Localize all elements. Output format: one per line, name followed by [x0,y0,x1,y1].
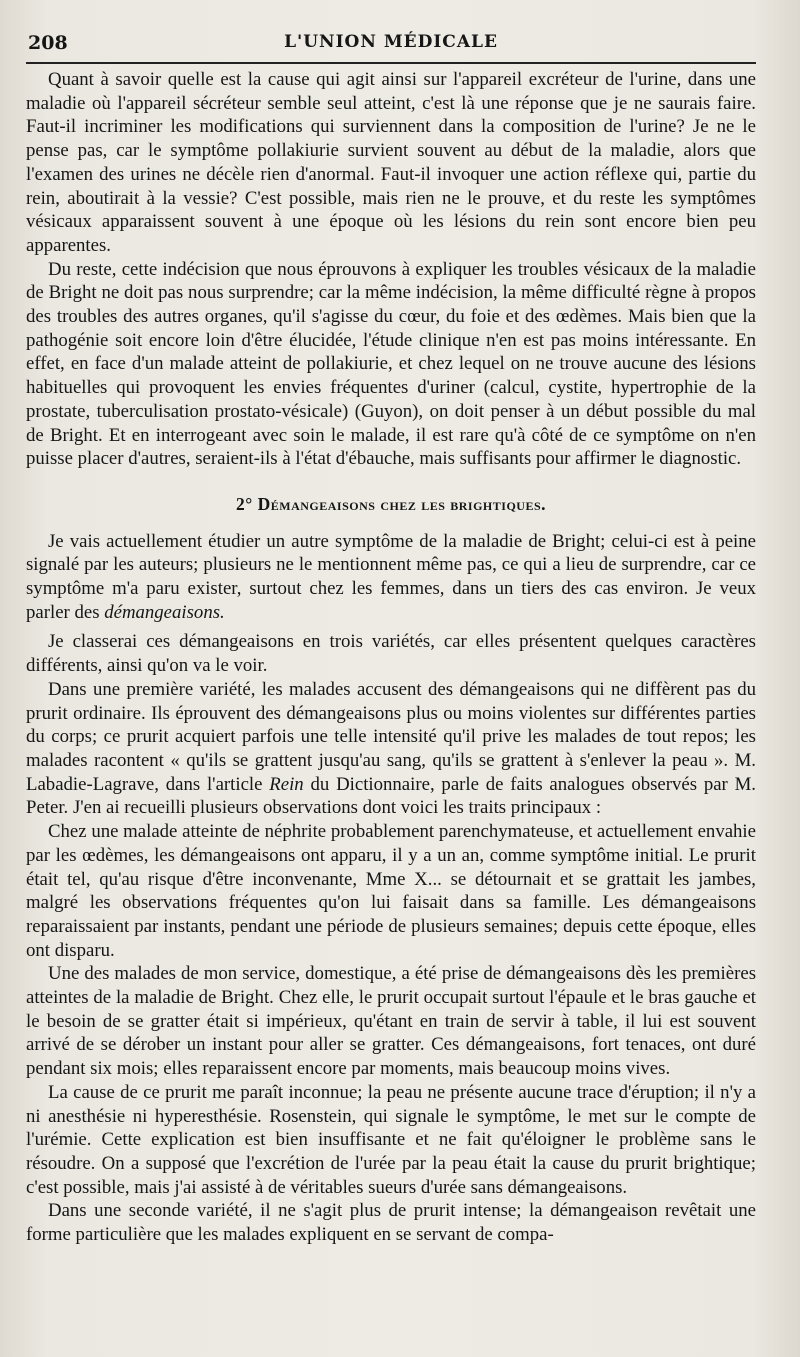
paragraph-text: du Dictionnaire, parle de faits analogues observés par M. Peter. J'en ai recueilli plusieurs observations dont voici les traits principaux : [26,773,756,819]
paragraph: Chez une malade atteinte de néphrite probablement parenchymateuse, et actuellement envahie par les œdèmes, les démangeaisons ont apparu, il y a un an, comme symptôme initial. Le prurit était tel, qu'au risque d'être inconvenante, Mme X... se détournait et se grattait les jambes, malgré les observations fréquentes qu'on lui faisait dans sa famille. Les démangeaisons reparaissaient par instants, pendant une période de plusieurs semaines; depuis cette époque, elles ont disparu. [26,821,756,961]
paragraph: Dans une seconde variété, il ne s'agit plus de prurit intense; la démangeaison revêtait une forme particulière que les malades expliquent en se servant de compa- [26,1200,756,1246]
paragraph [26,678,756,820]
article-body [26,68,756,1247]
paragraph-text: Je vais actuellement étudier un autre symptôme de la maladie de Bright; celui-ci est à peine signalé par les auteurs; plusieurs ne le mentionnent même pas, ce qui a lieu de surprendre, car ce symptôme m'a paru exister, surtout chez les femmes, dans un tiers des cas environ. Je veux parler des [26,530,756,623]
paragraph [26,530,756,625]
page-number: 208 [28,32,68,54]
section-heading [26,493,756,517]
paragraph-text: Dans une première variété, les malades accusent des démangeaisons qui ne diffèrent pas du prurit ordinaire. Ils éprouvent des démangeaisons plus ou moins violentes sur différentes parties du corps; ce prurit acquiert parfois une telle intensité qu'il prive les malades de tout repos; les malades racontent « qu'ils se grattent jusqu'au sang, qu'ils se grattent à s'enlever la peau ». M. Labadie-Lagrave, dans l'article [26,678,756,795]
paragraph: Du reste, cette indécision que nous éprouvons à expliquer les troubles vésicaux de la maladie de Bright ne doit pas nous surprendre; car la même indécision, la même difficulté règne à propos des troubles des autres organes, qu'il s'agisse du cœur, du foie et des œdèmes. Mais bien que la pathogénie soit encore loin d'être élucidée, l'étude clinique n'en est pas moins intéressante. En effet, en face d'un malade atteint de pollakiurie, et chez lequel on ne trouve aucune des lésions habituelles qui provoquent les envies fréquentes d'uriner (calcul, cystite, hypertrophie de la prostate, tuberculisation prostato-vésicale) (Guyon), on doit penser à un début possible du mal de Bright. Et en interrogeant avec soin le malade, il est rare qu'à côté de ce symptôme on n'en puisse placer d'autres, seraient-ils à l'état d'ébauche, mais suffisants pour affirmer le diagnostic. [26,258,756,470]
paragraph: Une des malades de mon service, domestique, a été prise de démangeaisons dès les premières atteintes de la maladie de Bright. Chez elle, le prurit occupait surtout l'épaule et le bras gauche et le besoin de se gratter était si impérieux, qu'étant en train de servir à table, il lui est souvent arrivé de se dérober un instant pour aller se gratter. Ces démangeaisons, fort tenaces, ont duré pendant six mois; elles reparaissent encore par moments, mais beaucoup moins vives. [26,963,756,1080]
section-number: 2° [236,493,253,514]
paragraph: La cause de ce prurit me paraît inconnue; la peau ne présente aucune trace d'éruption; il n'y a ni anesthésie ni hyperesthésie. Rosenstein, qui signale le symptôme, le met sur le compte de l'urémie. Cette explication est bien insuffisante et ne fait qu'éloigner le problème sans le résoudre. On a supposé que l'excrétion de l'urée par la peau était la cause du prurit brightique; c'est possible, mais j'ai assisté à de véritables sueurs d'urée sans démangeaisons. [26,1081,756,1198]
emphasis-text: Rein [269,773,304,795]
section-title: Démangeaisons chez les brightiques. [257,493,546,514]
paragraph: Je classerai ces démangeaisons en trois variétés, car elles présentent quelques caractères différents, ainsi qu'on va le voir. [26,631,756,677]
running-title: L'UNION MÉDICALE [284,32,498,52]
emphasis-text: démangeaisons. [104,601,225,623]
paragraph: Quant à savoir quelle est la cause qui agit ainsi sur l'appareil excréteur de l'urine, dans une maladie où l'appareil sécréteur semble seul atteint, c'est là une réponse que je ne saurais faire. Faut-il incriminer les modifications qui surviennent dans la composition de l'urine? Je ne le pense pas, car le symptôme pollakiurie survient souvent au début de la maladie, alors que l'examen des urines ne décèle rien d'anormal. Faut-il invoquer une action réflexe qui, partie du rein, aboutirait à la vessie? C'est possible, mais rien ne le prouve, et du reste les symptômes vésicaux apparaissent souvent à une époque où les lésions du rein sont encore bien peu apparentes. [26,69,756,256]
running-header [26,28,756,64]
